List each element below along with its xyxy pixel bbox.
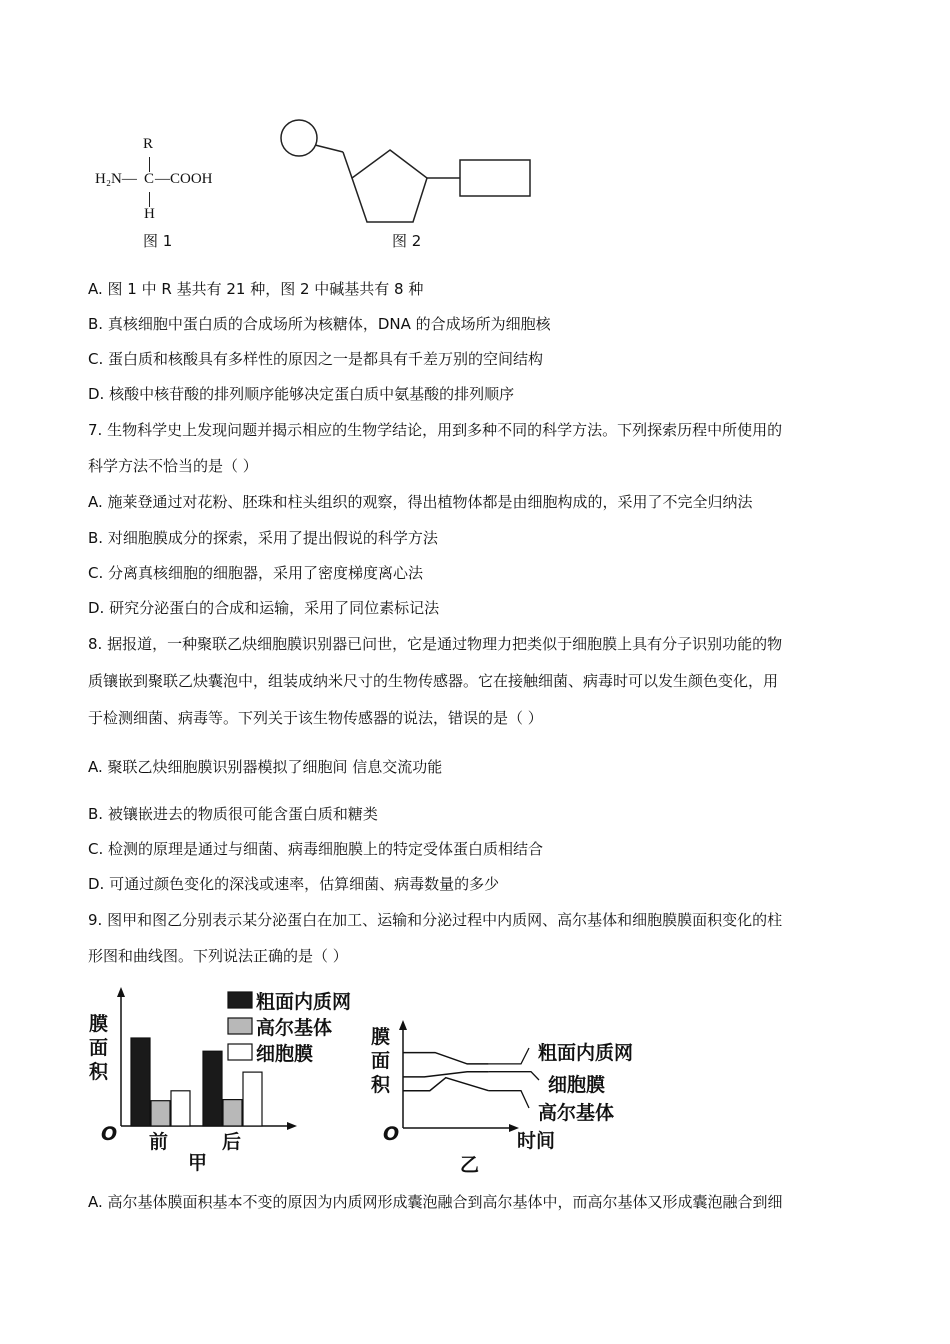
line-ylabel-2 [371, 1046, 390, 1073]
q9-stem-line-2: 形图和曲线图。下列说法正确的是（ ） [88, 947, 348, 965]
figure-1-caption: 图 1 [143, 232, 173, 250]
q8-option-c: C. 检测的原理是通过与细菌、病毒细胞膜上的特定受体蛋白质相结合 [88, 840, 544, 858]
central-carbon-label: C [144, 171, 155, 187]
line-ylabel-char: 膜 [371, 1026, 391, 1048]
bar-legend-swatch-0 [228, 992, 252, 1008]
bar-ylabel-char: 面 [89, 1037, 109, 1059]
carboxyl-group-label: —COOH [155, 171, 213, 187]
bar-origin-label: O [101, 1123, 118, 1145]
q6-option-a: A. 图 1 中 R 基共有 21 种，图 2 中碱基共有 8 种 [88, 280, 424, 298]
bar-1-2 [243, 1072, 262, 1126]
line-leader-1 [489, 1072, 539, 1080]
phosphate-circle [281, 120, 317, 156]
bar-ylabel-char: 积 [89, 1061, 109, 1083]
line-series-label-0: 粗面内质网 [538, 1042, 634, 1064]
bar-legend-label-1: 高尔基体 [256, 1017, 333, 1039]
phosphate-bond [315, 145, 343, 152]
q7-stem-line-1: 7. 生物科学史上发现问题并揭示相应的生物学结论，用到多种不同的科学方法。下列探索历程中所使用的 [88, 421, 783, 439]
figure-2-caption: 图 2 [392, 232, 422, 250]
line-ylabel-3 [371, 1070, 390, 1097]
pentose-pentagon [352, 150, 427, 222]
bar-0-0 [131, 1038, 150, 1126]
bar-legend-label-2: 细胞膜 [256, 1043, 314, 1065]
bar-ylabel-2 [89, 1033, 108, 1060]
q7-option-b: B. 对细胞膜成分的探索，采用了提出假说的科学方法 [88, 529, 438, 547]
bar-legend-swatch-2 [228, 1044, 252, 1060]
q8-option-b: B. 被镶嵌进去的物质很可能含蛋白质和糖类 [88, 805, 378, 823]
q8-stem-line-2: 质镶嵌到聚联乙炔囊泡中，组装成纳米尺寸的生物传感器。它在接触细菌、病毒时可以发生颜色变化，用 [88, 672, 779, 690]
bar-x-axis-arrow [287, 1122, 297, 1130]
q7-option-a: A. 施莱登通过对花粉、胚珠和柱头组织的观察，得出植物体都是由细胞构成的，采用了不完全归纳法 [88, 493, 753, 511]
bond-vertical-bottom [149, 192, 150, 207]
q7-stem-line-2: 科学方法不恰当的是（ ） [88, 457, 258, 475]
line-chart-title: 乙 [460, 1154, 480, 1176]
figure-1 [95, 136, 235, 251]
line-series-label-1: 细胞膜 [548, 1074, 606, 1096]
r-group-label: R [143, 136, 154, 152]
line-leader-0 [489, 1048, 529, 1064]
q9-option-a: A. 高尔基体膜面积基本不变的原因为内质网形成囊泡融合到高尔基体中，而高尔基体又形成囊泡融合到细 [88, 1193, 783, 1211]
bar-0-2 [171, 1091, 190, 1126]
base-rectangle [460, 160, 530, 196]
bar-ylabel-3 [89, 1057, 108, 1084]
bar-legend-label-0: 粗面内质网 [256, 991, 352, 1013]
bar-1-0 [203, 1051, 222, 1126]
bar-legend-swatch-1 [228, 1018, 252, 1034]
bond-vertical-top [149, 157, 150, 172]
bar-1-1 [223, 1100, 242, 1126]
q6-option-b: B. 真核细胞中蛋白质的合成场所为核糖体，DNA 的合成场所为细胞核 [88, 315, 551, 333]
chart-yi [365, 1018, 665, 1178]
hydrogen-label: H [144, 206, 155, 222]
q6-option-c: C. 蛋白质和核酸具有多样性的原因之一是都具有千差万别的空间结构 [88, 350, 544, 368]
phosphate-bond-2 [343, 152, 352, 178]
line-xlabel: 时间 [517, 1130, 556, 1152]
bar-chart-title: 甲 [188, 1152, 208, 1174]
bar-category-label-0: 前 [149, 1131, 169, 1153]
q6-option-d: D. 核酸中核苷酸的排列顺序能够决定蛋白质中氨基酸的排列顺序 [88, 385, 515, 403]
line-ylabel-char: 积 [371, 1074, 391, 1096]
line-ylabel-char: 面 [371, 1050, 391, 1072]
line-series-0 [403, 1053, 489, 1064]
amino-group-label: H₂N— [95, 171, 137, 187]
line-ylabel-1 [371, 1022, 390, 1049]
q7-option-c: C. 分离真核细胞的细胞器，采用了密度梯度离心法 [88, 564, 424, 582]
line-origin-label: O [383, 1123, 400, 1145]
chart-jia [85, 985, 360, 1175]
bar-ylabel-char: 膜 [89, 1013, 109, 1035]
bar-0-1 [151, 1101, 170, 1126]
line-leader-2 [489, 1091, 529, 1108]
line-series-2 [403, 1078, 489, 1091]
figure-2-nucleotide [275, 118, 540, 230]
line-y-axis-arrow [399, 1020, 407, 1030]
line-series-label-2: 高尔基体 [538, 1102, 615, 1124]
bar-ylabel-1 [89, 1009, 108, 1036]
bar-y-axis-arrow [117, 987, 125, 997]
bar-category-label-1: 后 [222, 1131, 242, 1153]
q8-option-a: A. 聚联乙炔细胞膜识别器模拟了细胞间 信息交流功能 [88, 758, 443, 776]
line-series-1 [403, 1072, 489, 1077]
q8-option-d: D. 可通过颜色变化的深浅或速率，估算细菌、病毒数量的多少 [88, 875, 500, 893]
q9-stem-line-1: 9. 图甲和图乙分别表示某分泌蛋白在加工、运输和分泌过程中内质网、高尔基体和细胞膜膜面积变化的柱 [88, 911, 783, 929]
q8-stem-line-1: 8. 据报道，一种聚联乙炔细胞膜识别器已问世，它是通过物理力把类似于细胞膜上具有分子识别功能的物 [88, 635, 783, 653]
q8-stem-line-3: 于检测细菌、病毒等。下列关于该生物传感器的说法，错误的是（ ） [88, 709, 543, 727]
q7-option-d: D. 研究分泌蛋白的合成和运输，采用了同位素标记法 [88, 599, 440, 617]
